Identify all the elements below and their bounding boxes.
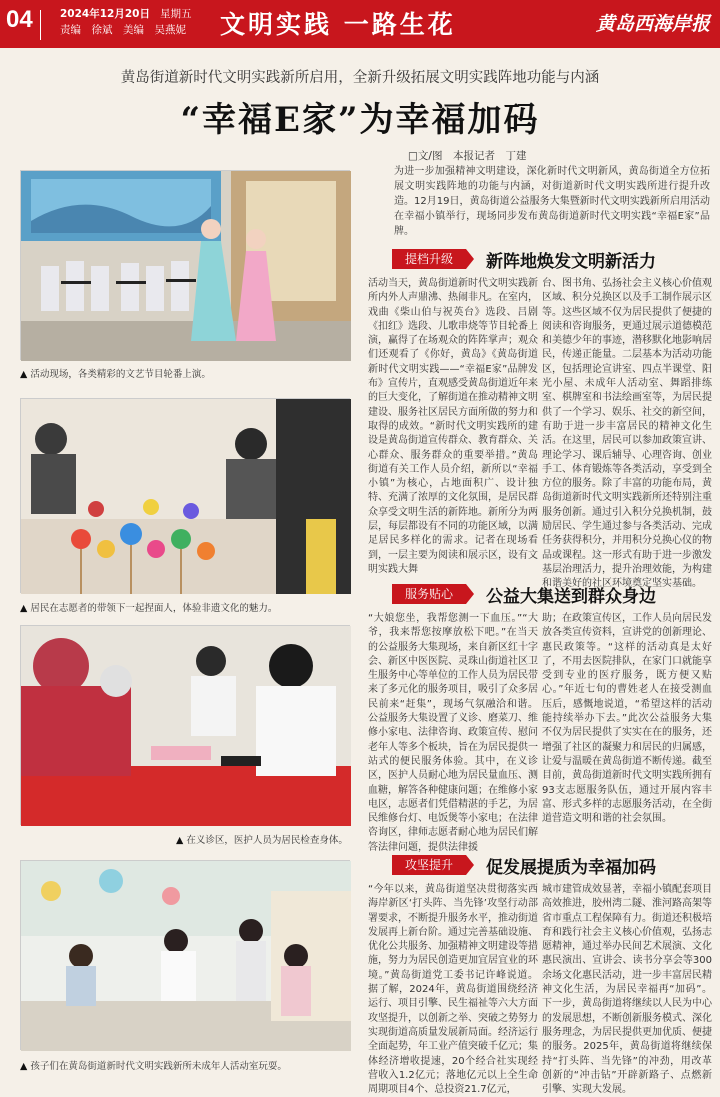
issue-date: 2024年12月20日 xyxy=(60,8,150,20)
issue-weekday: 星期五 xyxy=(159,8,192,20)
photo-dough-figurines xyxy=(20,398,350,593)
section-2-title: 公益大集送到群众身边 xyxy=(486,587,656,607)
section-1-title: 新阵地焕发文明新活力 xyxy=(486,252,656,272)
section-3-col1: “今年以来，黄岛街道坚决贯彻落实西海岸新区‘打头阵、当先锋’攻坚行动部署要求，不断提升服务水平，推动街道发展再上新台阶。通过完善基础设施、优化公共服务、加强精神文明建设等措施，努力为居民创造更加宜居宜业的环境。”黄岛街道党工委书记许峰说道。据了解，2024年，黄岛街道围绕经济运行、项目引擎、民生福祉等六大方面攻坚提升，以创新之举、突破之势努力实现街道高质量发展新局面。经济运行全面起势，年工业产值突破千亿元；集体经济增收提速，20个经合社实现经营收入1.2亿元；落地亿元以上全生命周期项目4个、总投资21.7亿元， xyxy=(368,884,538,1096)
section-2-tag: 服务贴心 xyxy=(392,584,466,604)
section-2-col2: 助；在政策宣传区，工作人员向居民发放各类宣传资料，宣讲党的创新理论、惠民政策等。“这样的活动真是太好了，不用去医院排队，在家门口就能享受到专业的医疗服务，既方便又贴心。”年近七旬的曹姓老人在接受测血压后，感慨地说道，“希望这样的活动能持续举办下去。”此次公益服务大集不仅为居民提供了实实在在的服务，还增强了社区的凝聚力和居民的归属感，让爱与温暖在黄岛街道不断传递。截至目前，黄岛街道新时代文明实践所拥有93支志愿服务队伍，通过开展内容丰富、形式多样的志愿服务活动，在全街道营造文明和谐的社会氛围。 xyxy=(542,613,712,825)
caption-marker-icon: ▲ xyxy=(176,835,184,846)
byline: □文/图 本报记者 丁建 xyxy=(408,150,527,162)
section-1-col1: 活动当天，黄岛街道新时代文明实践新所内外人声鼎沸、热闹非凡。在室内，戏曲《柴山伯与祝英台》选段、吕剧《扣红》选段、儿歌串烧等节目轮番上演，赢得了在场观众的阵阵掌声；观众们还观看了《你好，黄岛》《黄岛街道新时代文明实践——“幸福E家”品牌发布》宣传片，直观感受黄岛街道近年来的巨大变化，了解街道在推动精神文明建设、服务社区居民方面所做的努力和取得的成效。“新时代文明实践所的建设是黄岛街道宣传群众、教育群众、关心群众、服务群众的重要举措。”黄岛街道有关工作人员介绍，新所以“幸福小镇”为核心，占地面积广、设计独特、充满了浓厚的文化氛围，是居民群众享受文明生活的新阵地。新所分为两层，每层都设有不同的功能区域，以满足居民多样化的需求。记者在现场看到，一层主要为阅读和展示区，设有文明实践大舞 xyxy=(368,278,538,575)
section-2-col1: “大娘您坐，我帮您测一下血压。”“大爷，我来帮您按摩放松下吧。”在当天的公益服务大集现场，来自新区红十字会、新区中医医院、灵珠山街道社区卫生服务中心等单位的工作人员为居民带来了多元化的服务项目，吸引了众多居民前来“赶集”，现场气氛融洽和谐。公益服务大集设置了义诊、磨菜刀、维修小家电、法律咨询、政策宣传、慰问老年人等多个板块，旨在为居民提供一站式的便民服务体验。其中，在义诊区，医护人员耐心地为居民量血压、测血糖，解答各种健康问题；在维修小家电区，志愿者们凭借精湛的手艺，为居民维修台灯、电饭煲等小家电；在法律咨询区，律师志愿者耐心地为居民们解答法律问题，提供法律援 xyxy=(368,613,538,853)
section-3-title: 促发展提质为幸福加码 xyxy=(486,858,656,878)
caption-marker-icon: ▲ xyxy=(20,603,28,614)
caption-marker-icon: ▲ xyxy=(20,1061,28,1072)
section-3-heading xyxy=(392,855,710,877)
section-1-tag: 提档升级 xyxy=(392,249,466,269)
lead-paragraph: 为进一步加强精神文明建设，深化新时代文明新风，黄岛街道全方位拓展文明实践阵地的功能与内涵，对街道新时代文明实践所进行提升改造。12月19日，黄岛街道公益服务大集暨新时代文明实践新所启用活动在幸福小镇举行，现场同步发布黄岛街道新时代文明实践“幸福E家”品牌。 xyxy=(394,166,710,237)
section-1-heading xyxy=(392,249,710,271)
section-1-col2: 台、图书角、弘扬社会主义核心价值观区域、积分兑换区以及手工制作展示区等。这些区域不仅为居民提供了便捷的阅读和咨询服务，更通过展示道德模范和美德少年的事迹，潜移默化地影响居民，传递正能量。二层基本为活动功能区，包括理论宣讲室、四点半课堂、阳光小屋、未成年人活动室、舞蹈排练室、棋牌室和书法绘画室等，为居民提供了一个学习、娱乐、社交的新空间，有助于进一步丰富居民的精神文化生活。在这里，居民可以参加政策宣讲、理论学习、课后辅导、心理咨询、创业手工、体育锻炼等各类活动，享受到全方位的服务。除了丰富的功能布局，黄岛街道新时代文明实践新所还特别注重服务创新。通过引入积分兑换机制，鼓励居民、学生通过参与各类活动、完成任务获得积分，并用积分兑换心仪的物品或课程。这一形式有助于进一步激发基层治理活力，提升治理效能，为构建和谐美好的社区环境奠定坚实基础。 xyxy=(542,278,712,590)
photo-medical-check xyxy=(20,625,350,825)
caption-marker-icon: ▲ xyxy=(20,369,28,380)
caption-photo2: ▲ 居民在志愿者的带领下一起捏面人，体验非遗文化的魅力。 xyxy=(20,603,278,614)
caption-photo3: ▲ 在义诊区，医护人员为居民检查身体。 xyxy=(176,835,348,846)
photo-performance xyxy=(20,170,350,360)
page-header xyxy=(0,0,720,48)
article-title: “幸福E家”为幸福加码 xyxy=(180,100,540,140)
section-3-col2: 城市建管成效显著，幸福小镇配套项目高效推进，胶州湾二隧、淮河路高架等省市重点工程保障有力。街道还积极培育和践行社会主义核心价值观，弘扬志愿精神，通过举办民间艺术展演、文化惠民演出、宣讲会、读书分享会等300余场文化惠民活动，进一步丰富居民精神文化生活，为居民幸福再“加码”。下一步，黄岛街道将继续以人民为中心的发展思想，不断创新服务模式、深化服务理念，为居民提供更加优质、便捷的服务。2025年，黄岛街道将继续保持“打头阵、当先锋”的冲劲，用改革创新的“冲击钻”开辟新路子、点燃新引擎、实现大发展。 xyxy=(542,884,712,1096)
section-title: 文明实践 一路生花 xyxy=(220,10,456,39)
section-2-heading xyxy=(392,584,710,606)
caption-photo1: ▲ 活动现场，各类精彩的文艺节目轮番上演。 xyxy=(20,369,211,380)
editors: 责编 徐斌 美编 吴燕妮 xyxy=(60,24,186,36)
photo-children-room xyxy=(20,860,350,1050)
page-number: 04 xyxy=(6,6,33,33)
paper-logo: 黄岛西海岸报 xyxy=(595,13,710,35)
caption-photo4: ▲ 孩子们在黄岛街道新时代文明实践新所未成年人活动室玩耍。 xyxy=(20,1061,287,1072)
header-meta xyxy=(60,6,191,38)
article-subtitle: 黄岛街道新时代文明实践新所启用，全新升级拓展文明实践阵地功能与内涵 xyxy=(120,70,600,86)
section-3-tag: 攻坚提升 xyxy=(392,855,466,875)
